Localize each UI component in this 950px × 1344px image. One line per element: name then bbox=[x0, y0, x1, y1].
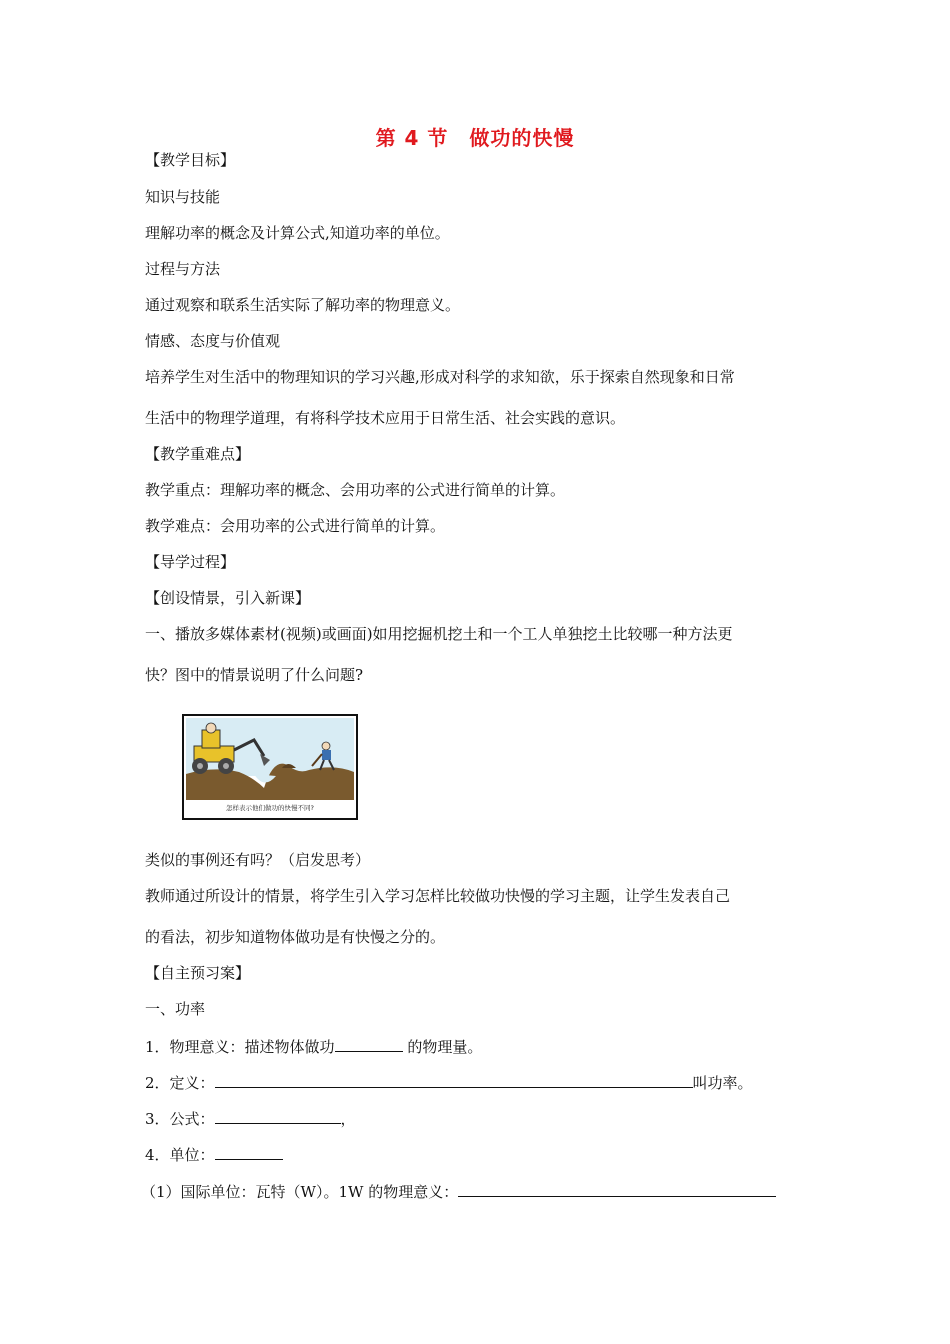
excavator-illustration bbox=[182, 714, 358, 820]
section-heading-goals: 【教学目标】 bbox=[145, 151, 236, 169]
text-key-point: 教学重点：理解功率的概念、会用功率的公式进行简单的计算。 bbox=[145, 481, 566, 499]
fill-blank-5[interactable] bbox=[458, 1180, 776, 1197]
subheading-knowledge: 知识与技能 bbox=[145, 188, 221, 206]
fill-blank-2[interactable] bbox=[215, 1071, 693, 1088]
section-heading-preview: 【自主预习案】 bbox=[145, 964, 251, 982]
fill-blank-1[interactable] bbox=[335, 1035, 403, 1052]
excavator-scene-svg bbox=[184, 716, 356, 818]
question-1-suffix: 的物理量。 bbox=[402, 1038, 483, 1056]
question-5 bbox=[141, 1180, 776, 1202]
subheading-emotion: 情感、态度与价值观 bbox=[145, 332, 281, 350]
section-heading-key: 【教学重难点】 bbox=[145, 445, 251, 463]
question-1-prefix: 1．物理意义：描述物体做功 bbox=[145, 1038, 335, 1056]
text-difficult-point: 教学难点：会用功率的公式进行简单的计算。 bbox=[145, 517, 446, 535]
text-scene-2: 快？图中的情景说明了什么问题? bbox=[145, 666, 364, 684]
question-5-prefix: （1）国际单位：瓦特（W）。1W 的物理意义： bbox=[141, 1183, 459, 1201]
question-1 bbox=[145, 1035, 482, 1057]
fill-blank-4[interactable] bbox=[215, 1143, 283, 1160]
text-emotion-2: 生活中的物理学道理，有将科学技术应用于日常生活、社会实践的意识。 bbox=[145, 409, 626, 427]
question-3-prefix: 3．公式： bbox=[145, 1110, 215, 1128]
question-3 bbox=[145, 1107, 356, 1129]
subheading-process: 过程与方法 bbox=[145, 260, 221, 278]
text-emotion-1: 培养学生对生活中的物理知识的学习兴趣,形成对科学的求知欲，乐于探索自然现象和日常 bbox=[145, 368, 735, 386]
text-process: 通过观察和联系生活实际了解功率的物理意义。 bbox=[145, 296, 461, 314]
text-teacher-2: 的看法，初步知道物体做功是有快慢之分的。 bbox=[145, 928, 446, 946]
text-scene-1: 一、播放多媒体素材(视频)或画面)如用挖掘机挖土和一个工人单独挖土比较哪一种方法更 bbox=[145, 625, 733, 643]
question-2-prefix: 2．定义： bbox=[145, 1074, 215, 1092]
fill-blank-3[interactable] bbox=[215, 1107, 341, 1124]
figure-caption: 怎样表示他们做功的快慢不同? bbox=[226, 804, 314, 812]
section-heading-scene: 【创设情景，引入新课】 bbox=[145, 589, 311, 607]
question-4-prefix: 4．单位： bbox=[145, 1146, 215, 1164]
text-teacher-1: 教师通过所设计的情景，将学生引入学习怎样比较做功快慢的学习主题，让学生发表自己 bbox=[145, 887, 731, 905]
question-2-suffix: 叫功率。 bbox=[692, 1074, 753, 1092]
subheading-power: 一、功率 bbox=[145, 1000, 206, 1018]
question-4 bbox=[145, 1143, 283, 1165]
text-knowledge: 理解功率的概念及计算公式,知道功率的单位。 bbox=[145, 224, 450, 242]
section-heading-guide: 【导学过程】 bbox=[145, 553, 236, 571]
question-3-suffix: ， bbox=[340, 1110, 356, 1128]
page-title: 第 4 节 做功的快慢 bbox=[375, 126, 575, 150]
question-2 bbox=[145, 1071, 753, 1093]
text-similar: 类似的事例还有吗？（启发思考） bbox=[145, 851, 371, 869]
